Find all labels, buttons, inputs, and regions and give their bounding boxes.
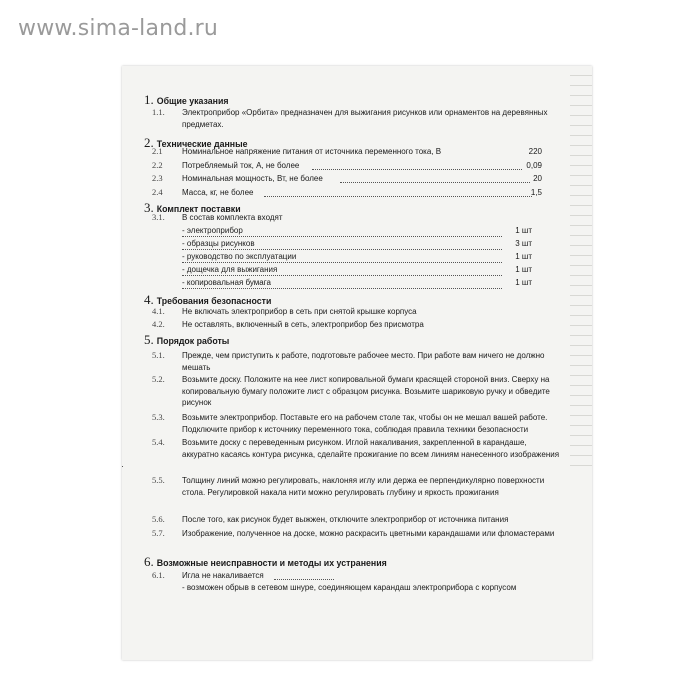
kit-item: - руководство по эксплуатации 1 шт (182, 252, 532, 261)
kit-item: - образцы рисунков 3 шт (182, 239, 532, 248)
kit-item: - электроприбор 1 шт (182, 226, 532, 235)
bleed-through-text (570, 66, 592, 660)
kit-item: - копировальная бумага 1 шт (182, 278, 532, 287)
margin-tick (122, 466, 123, 467)
kit-item: - дощечка для выжигания 1 шт (182, 265, 532, 274)
instruction-sheet: 1. Общие указания 1.1. Электроприбор «Орбита» предназначен для выжигания рисунков или орнаментов на деревянных предметах. 2. Технические данные 2.1 Номинальное напряжение питания от источника переменного тока, В 220 2.2 Потребляемый ток, А, не более 0,09 2.3 Номинальная мощность, Вт, не более 20 2.4 Масса, кг, не более 1,5 3. Комплект поставки 3.1. В состав комплекта входят - электроприбор 1 шт - образцы рисунков 3 шт - руководство по эксплуатации 1 шт - дощечка для выжигания 1 шт - копировальная бумага 1 шт 4. Требования безопасности 4.1. Не включать электроприбор в сеть при снятой крышке корпуса 4.2. Не оставлять, включенный в сеть, электроприбор без присмотра 5. Порядок работы 5.1. Прежде, чем приступить к работе, подготовьте рабочее место. При работе вам ничего не должно мешать 5.2. Возьмите доску. Положите на нее лист копировальной бумаги красящей стороной вниз. Сверху на копировальную бумагу положите лист с образцом рисунка. Возьмите шариковую ручку и обведите рисунок 5.3. Возьмите электроприбор. Поставьте его на рабочем столе так, чтобы он не мешал вашей работе. Подключите прибор к источнику переменного тока, соблюдая правила техники безопасности 5.4. Возьмите доску с переведенным рисунком. Иглой накаливания, закрепленной в карандаше, аккуратно касаясь контура рисунка, сделайте прожигание по всем линиям нанесенного изображения 5.5. Толщину линий можно регулировать, наклоняя иглу или держа ее перпендикулярно поверхности стола. Регулировкой накала нити можно регулировать глубину и яркость прожигания 5.6. После того, как рисунок будет выжжен, отключите электроприбор от источника питания 5.7. Изображение, полученное на доске, можно раскрасить цветными карандашами или фломастерами 6. Возможные неисправности и методы их устранения 6.1. Игла не накаливается - возможен обрыв в сетевом шнуре, соединяющем карандаш электроприбора с корпусом (122, 66, 592, 660)
section-4-heading: 4. Требования безопасности (144, 292, 272, 307)
section-2-heading: 2. Технические данные (144, 135, 248, 150)
section-6-heading: 6. Возможные неисправности и методы их устранения (144, 554, 387, 569)
section-5-heading: 5. Порядок работы (144, 332, 230, 347)
site-watermark: www.sima-land.ru (18, 16, 219, 41)
section-1-heading: 1. Общие указания (144, 92, 229, 107)
section-3-heading: 3. Комплект поставки (144, 200, 241, 215)
